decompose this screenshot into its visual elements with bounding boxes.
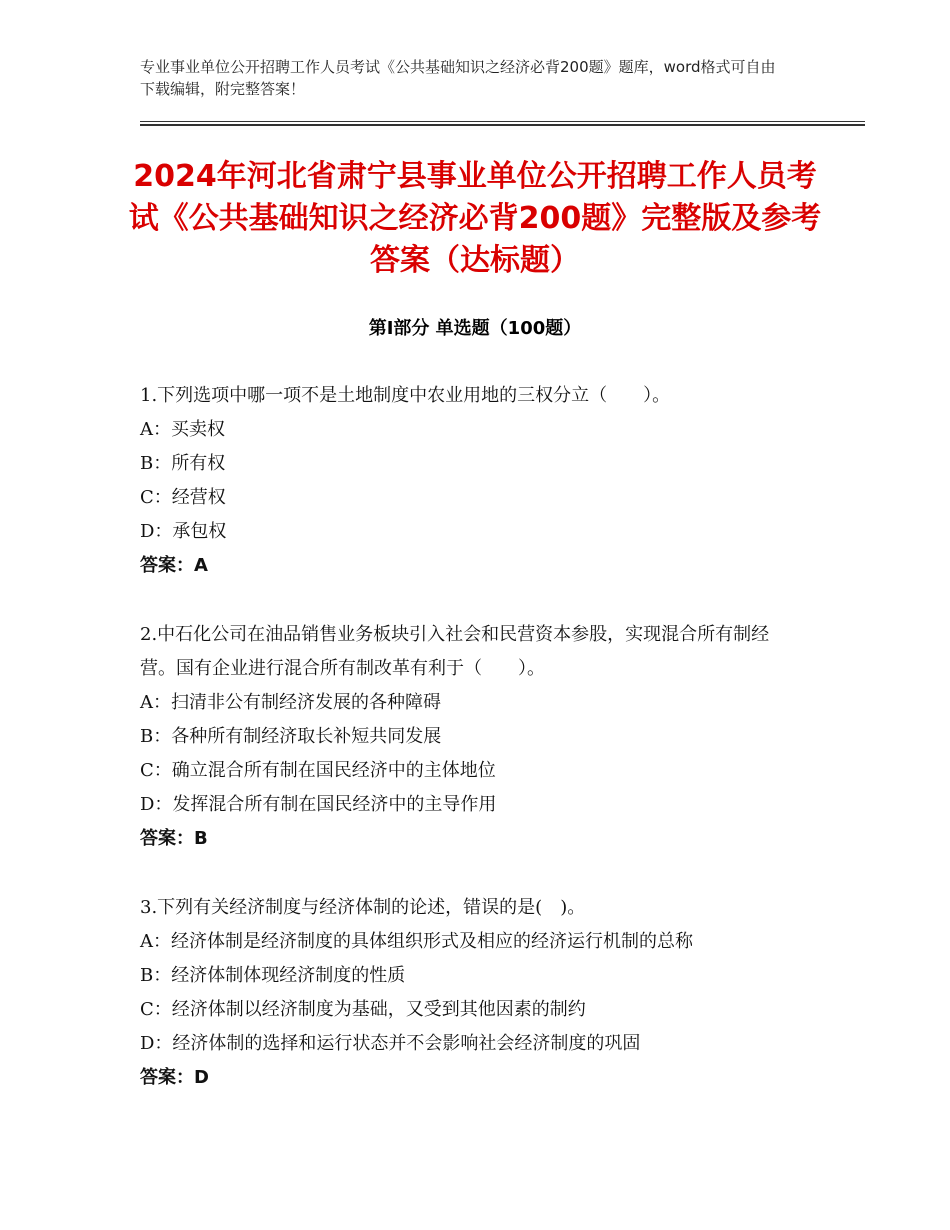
- option-d: D：承包权: [140, 521, 227, 542]
- section-title: 第Ⅰ部分 单选题（100题）: [368, 318, 582, 339]
- answer-label: 答案：B: [140, 828, 208, 849]
- option-d: D：经济体制的选择和运行状态并不会影响社会经济制度的巩固: [140, 1033, 641, 1054]
- option-b: B：经济体制体现经济制度的性质: [140, 965, 406, 986]
- option-a: A：经济体制是经济制度的具体组织形式及相应的经济运行机制的总称: [140, 931, 693, 952]
- option-a: A：扫清非公有制经济发展的各种障碍: [140, 692, 441, 713]
- header-note: 专业事业单位公开招聘工作人员考试《公共基础知识之经济必背200题》题库，word格式可自由下载编辑，附完整答案！: [140, 58, 776, 98]
- answer-label: 答案：D: [140, 1067, 209, 1088]
- option-c: C：经营权: [140, 487, 226, 508]
- question-stem: 3.下列有关经济制度与经济体制的论述，错误的是( )。: [140, 897, 586, 918]
- header-rule-thin: [140, 121, 865, 122]
- option-b: B：各种所有制经济取长补短共同发展: [140, 726, 442, 747]
- answer-label: 答案：A: [140, 555, 208, 576]
- option-a: A：买卖权: [140, 419, 225, 440]
- option-b: B：所有权: [140, 453, 226, 474]
- question-3: [140, 891, 820, 1095]
- question-1: [140, 379, 820, 583]
- question-2: [140, 618, 800, 856]
- option-c: C：确立混合所有制在国民经济中的主体地位: [140, 760, 496, 781]
- document-title: 2024年河北省肃宁县事业单位公开招聘工作人员考试《公共基础知识之经济必背200题》完整版及参考答案（达标题）: [128, 159, 822, 278]
- option-c: C：经济体制以经济制度为基础，又受到其他因素的制约: [140, 999, 586, 1020]
- option-d: D：发挥混合所有制在国民经济中的主导作用: [140, 794, 497, 815]
- header-rule-thick: [140, 124, 865, 126]
- question-stem: 2.中石化公司在油品销售业务板块引入社会和民营资本参股，实现混合所有制经营。国有企业进行混合所有制改革有利于（ ）。: [140, 624, 770, 679]
- question-stem: 1.下列选项中哪一项不是土地制度中农业用地的三权分立（ ）。: [140, 385, 671, 406]
